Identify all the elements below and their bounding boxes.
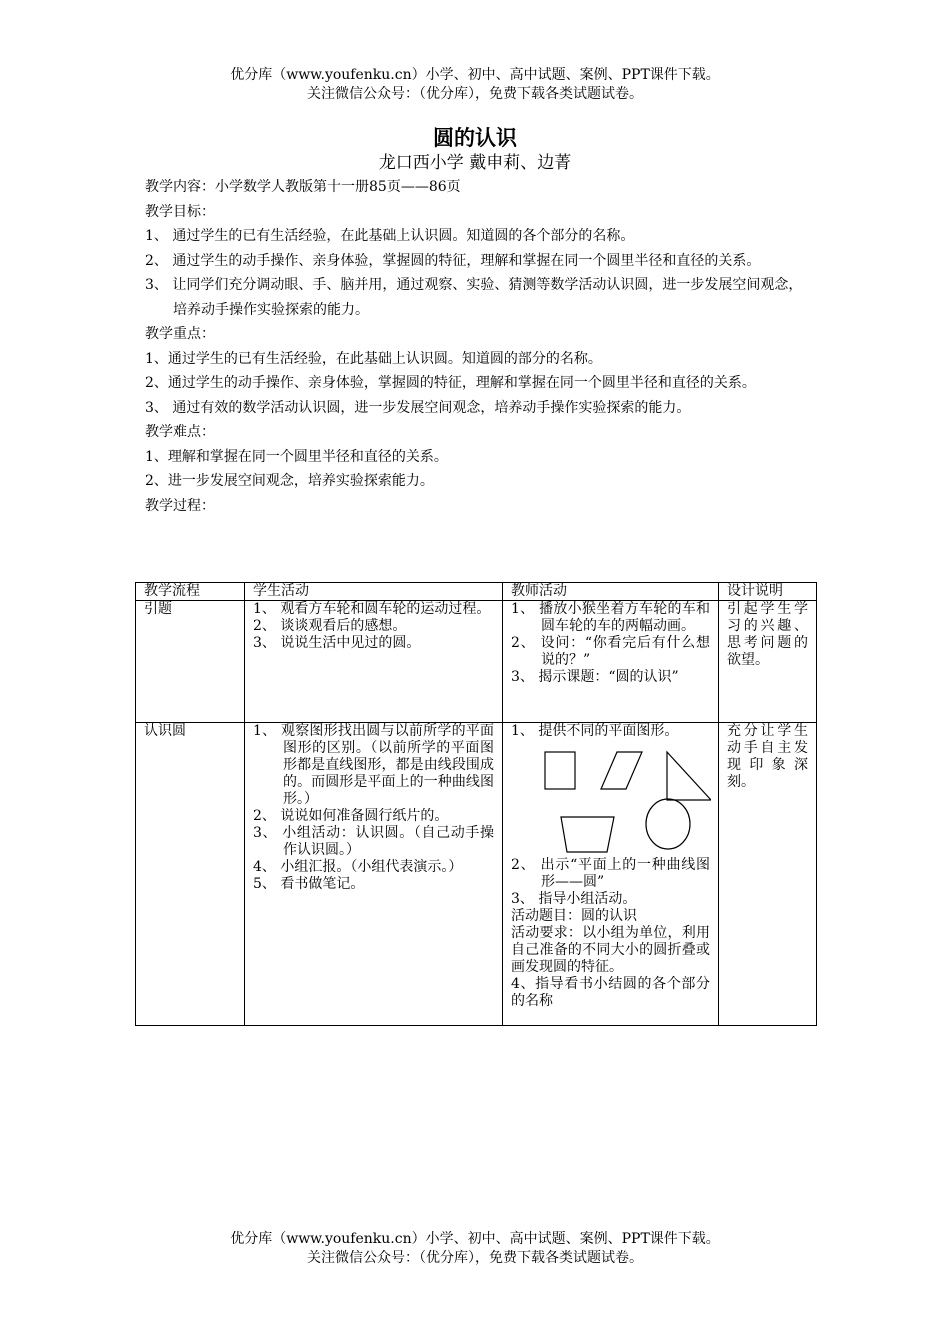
list-item: 2、 出示“平面上的一种曲线图形——圆” <box>511 857 710 890</box>
key-point-item: 3、 通过有效的数学活动认识圆，进一步发展空间观念，培养动手操作实验探索的能力。 <box>145 399 691 416</box>
list-item: 2、 谈谈观看后的感想。 <box>253 618 407 634</box>
stage-cell: 引题 <box>136 601 245 723</box>
rectangle-shape <box>545 752 575 789</box>
shapes-svg <box>511 748 711 853</box>
design-note-cell: 引起学生学习的兴趣、思考问题的欲望。 <box>719 601 817 723</box>
col-header-student: 学生活动 <box>245 583 503 601</box>
difficulty-item: 2、进一步发展空间观念，培养实验探索能力。 <box>145 473 434 489</box>
goal-item: 1、 通过学生的已有生活经验，在此基础上认识圆。知道圆的各个部分的名称。 <box>145 228 635 244</box>
goals-heading: 教学目标： <box>145 203 215 220</box>
footer-line-2: 关注微信公众号：（优分库），免费下载各类试题试卷。 <box>307 1250 643 1266</box>
list-item: 4、 小组汇报。（小组代表演示。） <box>253 859 463 875</box>
activity-title: 活动题目：圆的认识 <box>511 908 637 924</box>
list-item: 1、 提供不同的平面图形。 <box>511 723 679 739</box>
table-row <box>136 601 817 723</box>
difficulty-item: 1、理解和掌握在同一个圆里半径和直径的关系。 <box>145 448 448 465</box>
list-item: 3、 小组活动：认识圆。（自己动手操作认识圆。） <box>253 825 494 858</box>
trapezoid-shape <box>561 817 614 852</box>
table-row <box>136 723 817 1026</box>
footer-line-1: 优分库（www.youfenku.cn）小学、初中、高中试题、案例、PPT课件下载。 <box>230 1231 720 1247</box>
goal-item: 2、 通过学生的动手操作、亲身体验，掌握圆的特征，理解和掌握在同一个圆里半径和直径的关系。 <box>145 252 761 269</box>
right-triangle-shape <box>667 752 711 800</box>
page-header <box>0 66 950 104</box>
process-heading: 教学过程： <box>145 497 215 514</box>
list-item: 3、 说说生活中见过的圆。 <box>253 635 421 651</box>
key-points-heading: 教学重点： <box>145 326 215 342</box>
list-item: 3、 揭示课题：“圆的认识” <box>511 669 679 685</box>
header-line-1: 优分库（www.youfenku.cn）小学、初中、高中试题、案例、PPT课件下载。 <box>230 67 720 83</box>
col-header-design: 设计说明 <box>719 583 817 601</box>
student-activity-cell <box>245 723 503 1026</box>
list-item: 4、指导看书小结圆的各个部分的名称 <box>511 976 710 1009</box>
document-authors: 龙口西小学 戴申莉、边菁 <box>378 153 572 173</box>
list-item: 2、 说说如何准备圆行纸片的。 <box>253 808 449 824</box>
header-line-2: 关注微信公众号：（优分库），免费下载各类试题试卷。 <box>307 86 643 102</box>
key-point-item: 2、通过学生的动手操作、亲身体验，掌握圆的特征，理解和掌握在同一个圆里半径和直径的关系。 <box>145 375 756 391</box>
list-item: 5、 看书做笔记。 <box>253 876 365 892</box>
col-header-teacher: 教师活动 <box>503 583 719 601</box>
process-table <box>135 582 817 1026</box>
col-header-stage: 教学流程 <box>136 583 245 601</box>
list-item: 1、 播放小猴坐着方车轮的车和圆车轮的车的两幅动画。 <box>511 601 710 634</box>
plane-shapes-figure <box>511 748 710 853</box>
teaching-content: 教学内容：小学数学人教版第十一册85页——86页 <box>145 179 461 195</box>
page-footer <box>0 1230 950 1268</box>
student-activity-cell <box>245 601 503 723</box>
activity-requirement: 活动要求：以小组为单位，利用自己准备的不同大小的圆折叠或画发现圆的特征。 <box>511 925 710 975</box>
circle-shape <box>646 799 690 849</box>
document-title: 圆的认识 <box>433 125 517 150</box>
list-item: 1、 观看方车轮和圆车轮的运动过程。 <box>253 601 491 617</box>
key-point-item: 1、通过学生的已有生活经验，在此基础上认识圆。知道圆的部分的名称。 <box>145 350 602 367</box>
teacher-activity-cell <box>503 601 719 723</box>
difficulties-heading: 教学难点： <box>145 424 215 440</box>
document-body <box>145 175 810 518</box>
list-item: 3、 指导小组活动。 <box>511 891 637 907</box>
teacher-activity-cell <box>503 723 719 1026</box>
table-header-row <box>136 583 817 601</box>
stage-cell: 认识圆 <box>136 723 245 1026</box>
list-item: 2、 设问：“你看完后有什么想说的？” <box>511 635 710 668</box>
design-note-cell: 充分让学生动手自主发现印象深刻。 <box>719 723 817 1026</box>
list-item: 1、 观察图形找出圆与以前所学的平面图形的区别。（以前所学的平面图形都是直线图形，都是由线段围成的。而圆形是平面上的一种曲线图形。） <box>253 723 494 807</box>
parallelogram-shape <box>601 752 642 789</box>
goal-item: 3、 让同学们充分调动眼、手、脑并用，通过观察、实验、猜测等数学活动认识圆，进一步发展空间观念，培养动手操作实验探索的能力。 <box>145 277 803 318</box>
